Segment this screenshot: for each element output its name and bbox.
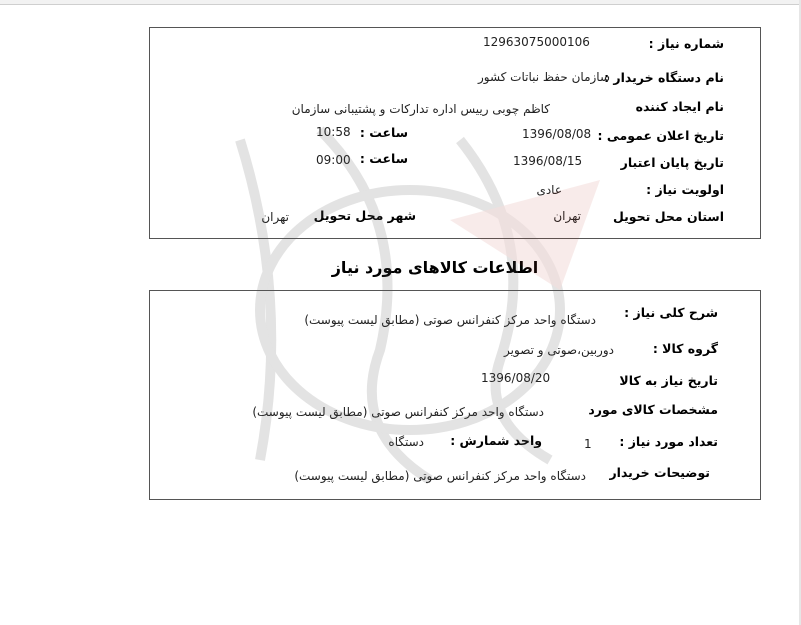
need-date-label: تاریخ نیاز به کالا <box>619 373 718 388</box>
qty-label: تعداد مورد نیاز : <box>619 434 718 449</box>
specs-label: مشخصات کالای مورد <box>588 402 718 417</box>
priority-label: اولویت نیاز : <box>646 182 724 197</box>
qty-value: 1 <box>584 437 592 451</box>
need-number-value: 12963075000106 <box>483 35 590 49</box>
announce-date-label: تاریخ اعلان عمومی : <box>597 128 724 143</box>
need-date-value: 1396/08/20 <box>481 371 551 385</box>
province-label: استان محل تحویل <box>612 209 724 224</box>
buyer-notes-label: توضیحات خریدار <box>609 465 710 480</box>
announce-time-label: ساعت : <box>359 125 408 140</box>
summary-label: شرح کلی نیاز : <box>624 305 718 320</box>
specs-value: دستگاه واحد مرکز کنفرانس صوتی (مطابق لیست پیوست) <box>252 405 544 419</box>
city-value: تهران <box>261 210 289 224</box>
deadline-time-label: ساعت : <box>359 151 408 166</box>
group-label: گروه کالا : <box>652 341 718 356</box>
buyer-value: سازمان حفظ نباتات کشور <box>477 70 610 84</box>
summary-value: دستگاه واحد مرکز کنفرانس صوتی (مطابق لیست پیوست) <box>304 313 596 327</box>
unit-label: واحد شمارش : <box>450 433 542 448</box>
creator-label: نام ایجاد کننده <box>635 99 724 114</box>
deadline-time-value: 09:00 <box>316 153 351 167</box>
need-number-label: شماره نیاز : <box>648 36 724 51</box>
announce-date-value: 1396/08/08 <box>522 127 592 141</box>
priority-value: عادی <box>536 183 562 197</box>
window-top-strip <box>0 0 801 5</box>
city-label: شهر محل تحویل <box>313 208 416 223</box>
province-value: تهران <box>553 209 581 223</box>
deadline-date-value: 1396/08/15 <box>513 154 583 168</box>
buyer-notes-value: دستگاه واحد مرکز کنفرانس صوتی (مطابق لیست پیوست) <box>294 469 586 483</box>
goods-info-panel <box>149 290 761 500</box>
need-details-panel <box>149 27 761 239</box>
announce-time-value: 10:58 <box>316 125 351 139</box>
buyer-label: نام دستگاه خریدار : <box>604 70 724 85</box>
section-title: اطلاعات کالاهای مورد نیاز <box>331 258 539 277</box>
creator-value: کاظم چوبی رییس اداره تدارکات و پشتیبانی سازمان <box>291 102 550 116</box>
deadline-date-label: تاریخ پایان اعتبار <box>620 155 724 170</box>
group-value: دوربین،صوتی و تصویر <box>504 343 614 357</box>
unit-value: دستگاه <box>388 435 424 449</box>
